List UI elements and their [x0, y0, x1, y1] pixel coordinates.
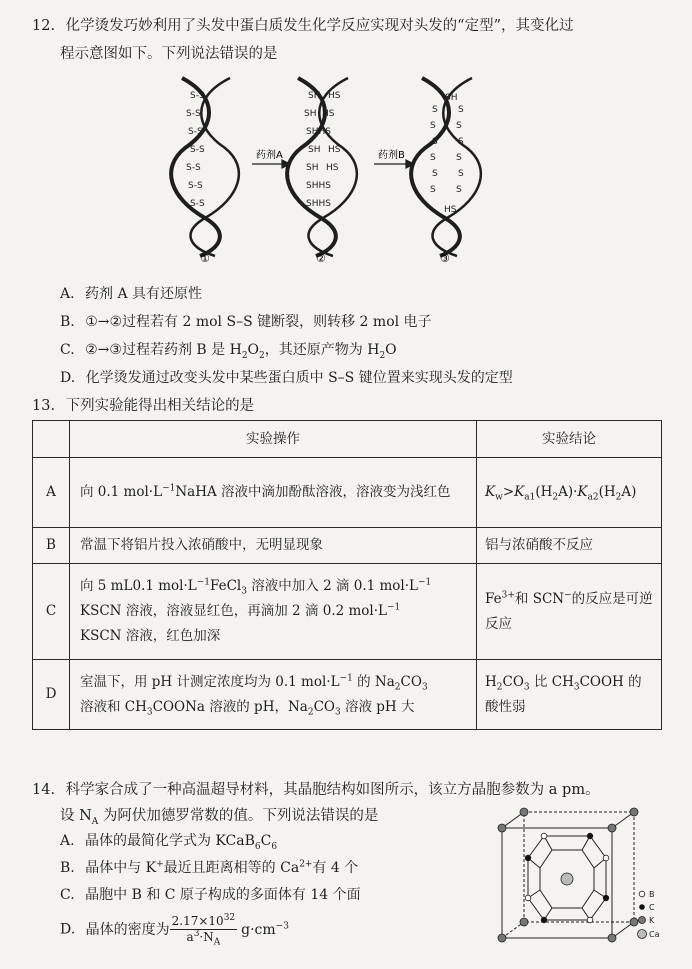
subscript: 3 — [334, 707, 341, 718]
sh-group: SH — [308, 145, 321, 155]
text-fragment: 为阿伏加德罗常数的值。下列说法错误的是 — [98, 808, 379, 824]
subscript: 2 — [307, 707, 314, 718]
s-atom: S — [432, 169, 438, 179]
text-fragment: 向 5 mL0.1 mol·L — [80, 578, 197, 594]
s-atom: S — [432, 137, 438, 147]
subscript: 2 — [394, 682, 401, 693]
table-header-operation: 实验操作 — [70, 421, 477, 458]
legend-k-label: K — [649, 916, 655, 925]
q12-stem-text: 化学烫发巧妙利用了头发中蛋白质发生化学反应实现对头发的“定型”，其变化过 — [65, 18, 574, 34]
text-fragment: C — [260, 833, 272, 849]
option-text — [85, 342, 397, 361]
subscript: A — [213, 937, 221, 948]
text-fragment: H — [485, 673, 497, 690]
s-atom: S — [456, 121, 462, 131]
option-letter: A. — [60, 833, 75, 849]
text-fragment: > — [502, 484, 515, 500]
s-atom: S — [430, 121, 436, 131]
b-atom — [541, 833, 547, 839]
ca-atom — [561, 873, 573, 885]
text-fragment: CO — [313, 698, 335, 715]
perm-diagram — [160, 68, 520, 268]
superscript: − — [564, 590, 572, 600]
sh-group: SH — [304, 109, 317, 119]
table-row — [33, 660, 662, 730]
option-text: ①→②过程若有 2 mol S–S 键断裂，则转移 2 mol 电子 — [85, 314, 432, 330]
s-atom: S — [430, 153, 436, 163]
table-header-blank — [33, 421, 70, 458]
reagent-b-label: 药剂B — [378, 150, 405, 161]
experiment-table — [32, 420, 662, 730]
row-label: D — [33, 660, 70, 730]
text-fragment: 的反应是可逆反应 — [485, 590, 653, 632]
b-atom — [587, 917, 593, 923]
shhs-group: SHHS — [306, 127, 331, 137]
ss-bond: S-S — [190, 91, 205, 101]
option-text — [85, 860, 358, 876]
b-atom — [525, 895, 531, 901]
text-fragment: K — [514, 484, 525, 500]
text-fragment: ·N — [199, 930, 214, 944]
sh-group: SH — [306, 163, 319, 173]
text-fragment: 和 SCN — [514, 590, 565, 607]
superscript: 32 — [223, 913, 236, 923]
text-fragment: (H — [598, 484, 616, 500]
text-fragment: 有 4 个 — [312, 860, 359, 876]
text-fragment: g·cm — [241, 921, 276, 938]
text-fragment: 设 N — [60, 808, 92, 824]
k-atom — [498, 934, 506, 942]
text-fragment: ，其还原产物为 H — [264, 342, 380, 358]
text-fragment: 溶液 pH 大 — [340, 698, 415, 715]
subscript: a2 — [587, 492, 599, 503]
table-row — [33, 528, 662, 564]
text-fragment: O — [385, 342, 397, 358]
q13-stem — [32, 394, 254, 415]
crystal-cell-diagram — [494, 806, 670, 956]
text-fragment: 晶体的密度为 — [85, 921, 170, 938]
ss-bond: S-S — [186, 163, 201, 173]
text-fragment: ②→③过程若药剂 B 是 H — [85, 342, 242, 358]
subscript: 2 — [241, 350, 248, 361]
k-atom — [520, 918, 528, 926]
q14-stem-line1 — [32, 778, 600, 799]
subscript: w — [495, 492, 503, 503]
text-fragment: CO — [400, 673, 422, 690]
legend-c-label: C — [649, 903, 655, 912]
text-fragment: 溶液和 CH — [80, 698, 147, 715]
text-fragment: 晶体中与 K — [85, 860, 157, 876]
k-atom — [630, 808, 638, 816]
subscript: 2 — [379, 350, 386, 361]
text-fragment: (H — [535, 484, 553, 500]
q12-option-d — [60, 367, 513, 387]
step-1-label: ① — [200, 252, 210, 265]
text-fragment: · — [573, 484, 578, 500]
text-fragment: COOH 的酸性弱 — [485, 673, 642, 715]
text-fragment: 室温下，用 pH 计测定浓度均为 0.1 mol·L — [80, 673, 340, 690]
subscript: 6 — [271, 841, 278, 852]
option-text: 晶胞中 B 和 C 原子构成的多面体有 14 个面 — [85, 887, 361, 903]
s-atom: S — [458, 169, 464, 179]
hs-group: HS — [444, 205, 457, 215]
row-conclusion — [477, 660, 662, 730]
superscript: −1 — [162, 483, 176, 494]
legend-b-label: B — [649, 890, 655, 899]
superscript: 3+ — [501, 590, 515, 600]
q12-option-a — [60, 283, 202, 303]
subscript: 6 — [254, 841, 261, 852]
subscript: 3 — [421, 682, 428, 693]
reagent-a-label: 药剂A — [256, 150, 283, 161]
text-fragment: 最近且距离相等的 Ca — [163, 860, 300, 876]
hs-group: HS — [322, 109, 335, 119]
superscript: −1 — [387, 602, 401, 613]
c-atom — [603, 895, 609, 901]
superscript: −1 — [196, 577, 210, 588]
text-fragment: K — [577, 484, 588, 500]
sh-group: SH — [445, 93, 458, 103]
text-fragment: 溶液中加入 2 滴 0.1 mol·L — [246, 578, 419, 594]
option-letter: C. — [60, 342, 75, 358]
text-fragment: CO — [502, 673, 524, 690]
q14-option-b — [60, 857, 358, 877]
text-fragment: A) — [621, 484, 637, 500]
ss-bond: S-S — [190, 145, 205, 155]
text-fragment: K — [485, 484, 496, 500]
q13-number: 13. — [32, 398, 56, 414]
subscript: 2 — [552, 492, 559, 503]
shhs-group: SHHS — [306, 181, 331, 191]
legend-ca-label: Ca — [649, 930, 660, 939]
q14-stem-text: 科学家合成了一种高温超导材料，其晶胞结构如图所示，该立方晶胞参数为 a pm。 — [65, 782, 600, 798]
subscript: 3 — [523, 682, 530, 693]
k-atom — [498, 824, 506, 832]
hs-group: HS — [328, 145, 341, 155]
legend-c-marker — [639, 904, 645, 910]
text-fragment: KSCN 溶液，红色加深 — [80, 628, 221, 644]
option-letter: B. — [60, 314, 75, 330]
s-atom: S — [456, 153, 462, 163]
text-fragment: A) — [558, 484, 574, 500]
s-atom: S — [456, 185, 462, 195]
s-atom: S — [430, 185, 436, 195]
text-fragment: 向 0.1 mol·L — [80, 484, 163, 500]
density-fraction — [170, 913, 238, 948]
q14-number: 14. — [32, 782, 56, 798]
row-conclusion — [477, 458, 662, 528]
table-row — [33, 564, 662, 660]
c-atom — [541, 917, 547, 923]
superscript: 3 — [193, 929, 200, 939]
ss-bond: S-S — [186, 109, 201, 119]
subscript: 2 — [496, 682, 503, 693]
row-label: B — [33, 528, 70, 564]
ss-bond: S-S — [190, 199, 205, 209]
text-fragment: 比 CH — [529, 673, 574, 690]
step-2-label: ② — [316, 252, 326, 265]
option-text: 化学烫发通过改变头发中某些蛋白质中 S–S 键位置来实现头发的定型 — [85, 370, 513, 386]
table-header-conclusion: 实验结论 — [477, 421, 662, 458]
legend-ca-marker — [638, 930, 647, 939]
superscript: + — [156, 859, 164, 870]
q14-stem-line2 — [60, 804, 378, 825]
q12-stem-line1 — [32, 14, 574, 35]
k-atom — [630, 918, 638, 926]
ss-bond: S-S — [188, 127, 203, 137]
legend-b-marker — [639, 891, 645, 897]
subscript: 3 — [241, 586, 247, 597]
row-operation: 常温下将铝片投入浓硝酸中，无明显现象 — [70, 528, 477, 564]
row-conclusion — [477, 564, 662, 660]
ss-bond: S-S — [188, 181, 203, 191]
text-fragment: 2.17×10 — [171, 914, 224, 928]
text-fragment: KSCN 溶液，溶液显红色，再滴加 2 滴 0.2 mol·L — [80, 603, 387, 619]
text-fragment: COONa 溶液的 pH，Na — [152, 698, 308, 715]
option-text: 药剂 A 具有还原性 — [85, 286, 203, 302]
s-atom: S — [458, 105, 464, 115]
option-text — [85, 833, 278, 852]
option-letter: A. — [60, 286, 75, 302]
q14-option-c — [60, 884, 361, 904]
c-atom — [587, 833, 593, 839]
option-letter: D. — [60, 370, 76, 386]
superscript: −1 — [339, 673, 353, 683]
b-atom — [603, 855, 609, 861]
row-label: A — [33, 458, 70, 528]
q12-stem-line2: 程示意图如下。下列说法错误的是 — [60, 46, 278, 62]
row-operation — [70, 458, 477, 528]
row-label: C — [33, 564, 70, 660]
subscript: a1 — [524, 492, 536, 503]
q13-stem-text: 下列实验能得出相关结论的是 — [65, 398, 255, 414]
text-fragment: 晶体的最简化学式为 KCaB — [85, 833, 255, 849]
subscript: 3 — [146, 707, 153, 718]
k-atom — [520, 808, 528, 816]
superscript: −3 — [275, 920, 289, 931]
s-atom: S — [458, 137, 464, 147]
subscript: A — [91, 816, 99, 827]
option-letter: C. — [60, 887, 75, 903]
fraction-numerator — [170, 914, 238, 930]
text-fragment: 的 Na — [352, 673, 395, 690]
text-fragment: O — [247, 342, 260, 358]
legend-k-marker — [639, 917, 646, 924]
q12-option-c — [60, 339, 397, 359]
subscript: 2 — [615, 492, 622, 503]
shhs-group: SHHS — [306, 199, 331, 209]
superscript: 2+ — [299, 859, 313, 870]
row-conclusion: 铝与浓硝酸不反应 — [477, 528, 662, 564]
fraction-denominator — [170, 929, 238, 948]
subscript: 2 — [259, 350, 265, 361]
table-header-row — [33, 421, 662, 458]
q14-option-a — [60, 830, 277, 850]
k-atom — [608, 934, 616, 942]
hs-group: HS — [326, 163, 339, 173]
option-letter: B. — [60, 860, 75, 876]
text-fragment: a — [186, 930, 194, 944]
row-operation — [70, 564, 477, 660]
q12-option-b — [60, 311, 432, 331]
sh-group: SH — [308, 91, 321, 101]
row-operation — [70, 660, 477, 730]
option-letter: D. — [60, 921, 76, 938]
step-3-label: ③ — [440, 252, 450, 265]
subscript: 3 — [573, 682, 580, 693]
q12-number: 12. — [32, 18, 56, 34]
s-atom: S — [432, 105, 438, 115]
c-atom — [525, 855, 531, 861]
text-fragment: Fe — [485, 590, 502, 607]
q14-option-d — [60, 913, 289, 948]
hs-group: HS — [328, 91, 341, 101]
text-fragment: FeCl — [209, 578, 242, 594]
table-row — [33, 458, 662, 528]
superscript: −1 — [418, 577, 432, 588]
k-atom — [608, 824, 616, 832]
text-fragment: NaHA 溶液中滴加酚酞溶液，溶液变为浅红色 — [175, 484, 451, 500]
